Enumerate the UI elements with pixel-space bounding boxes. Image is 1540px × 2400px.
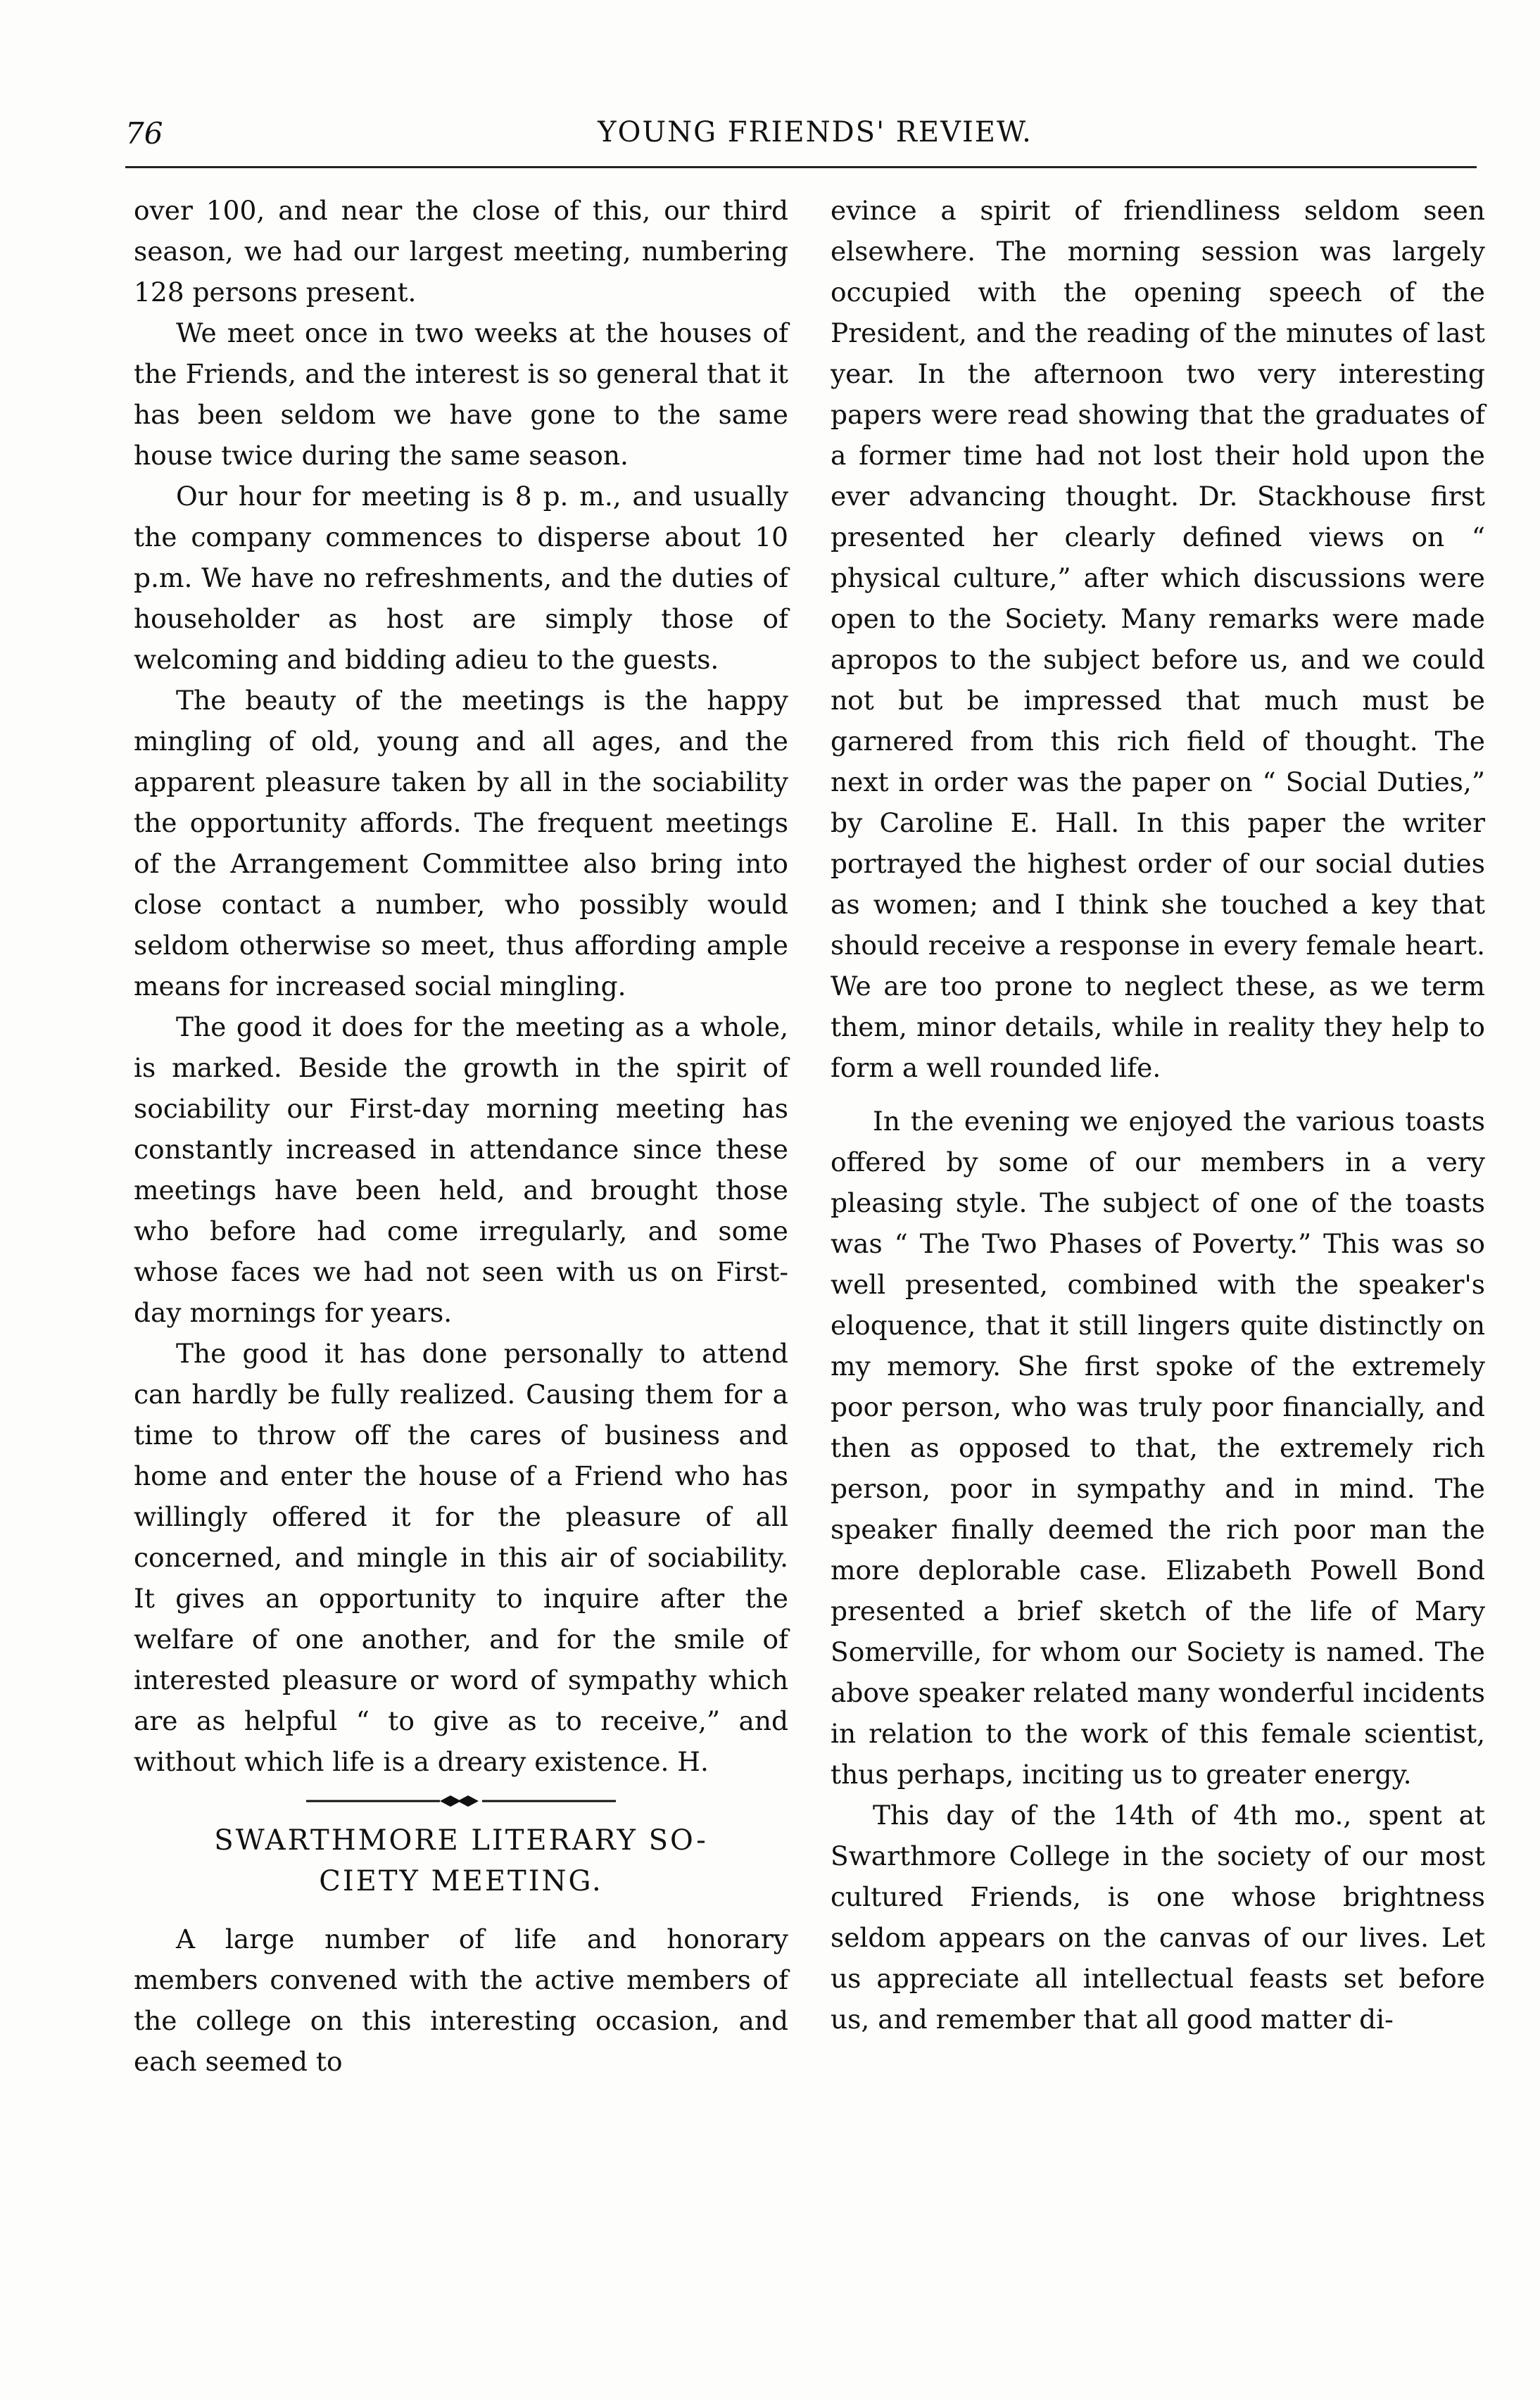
paragraph: Our hour for meeting is 8 p. m., and usually the company commences to disperse about 10 p.m. We have no refreshments, and the duties of householder as host are simply those of welcoming and bidding adieu to the guests. bbox=[134, 481, 788, 675]
page-number: 76 bbox=[125, 116, 163, 151]
journal-title: YOUNG FRIENDS' REVIEW. bbox=[598, 116, 1033, 149]
paragraph: The good it has done personally to attend can hardly be fully realized. Causing them for a time to throw off the cares of business and home and enter the house of a Friend who has willingly offered it for the pleasure of all concerned, and mingle in this air of sociability. It gives an opportunity to inquire after the welfare of one another, and for the smile of interested pleasure or word of sympathy which are as helpful “ to give as to receive,” and without which life is a dreary existence. H. bbox=[134, 1338, 788, 1777]
paragraph: We meet once in two weeks at the houses of the Friends, and the interest is so general that it has been seldom we have gone to the same house twice during the same season. bbox=[134, 317, 788, 471]
section-heading bbox=[134, 1820, 788, 1902]
paragraph: The beauty of the meetings is the happy mingling of old, young and all ages, and the apparent pleasure taken by all in the sociability the opportunity affords. The frequent meetings of the Arrangement Committee also bring into close contact a number, who possibly would seldom otherwise so meet, thus affording ample means for increased social mingling. bbox=[134, 685, 788, 1002]
header-rule bbox=[125, 166, 1477, 168]
paragraph: A large number of life and honorary members convened with the active members of the college on this interesting occasion, and each seemed to bbox=[134, 1924, 788, 2077]
ornamental-divider bbox=[278, 1789, 644, 1813]
paragraph: In the evening we enjoyed the various toasts offered by some of our members in a very pleasing style. The subject of one of the toasts was “ The Two Phases of Poverty.” This was so well presented, combined with the speaker's eloquence, that it still lingers quite distinctly on my memory. She first spoke of the extremely poor person, who was truly poor financially, and then as opposed to that, the extremely rich person, poor in sympathy and in mind. The speaker finally deemed the rich poor man the more deplorable case. Elizabeth Powell Bond presented a brief sketch of the life of Mary Somerville, for whom our Society is named. The above speaker related many wonderful incidents in relation to the work of this female scientist, thus perhaps, inciting us to greater energy. bbox=[831, 1106, 1485, 1790]
paragraph: The good it does for the meeting as a whole, is marked. Beside the growth in the spirit of sociability our First-day morning meeting has constantly increased in attendance since these meetings have been held, and brought those who before had come irregularly, and some whose faces we had not seen with us on First-day mornings for years. bbox=[134, 1011, 788, 1328]
paragraph: This day of the 14th of 4th mo., spent at Swarthmore College in the society of our most cultured Friends, is one whose brightness seldom appears on the canvas of our lives. Let us appreciate all intellectual feasts set before us, and remember that all good matter di- bbox=[831, 1800, 1485, 2035]
running-head bbox=[125, 116, 1477, 158]
paragraph: over 100, and near the close of this, our third season, we had our largest meeting, numbering 128 persons present. bbox=[134, 195, 788, 308]
paragraph: evince a spirit of friendliness seldom seen elsewhere. The morning session was largely occupied with the opening speech of the President, and the reading of the minutes of last year. In the afternoon two very interesting papers were read showing that the graduates of a former time had not lost their hold upon the ever advancing thought. Dr. Stackhouse first presented her clearly defined views on “ physical culture,” after which discussions were open to the Society. Many remarks were made apropos to the subject before us, and we could not but be impressed that much must be garnered from this rich field of thought. The next in order was the paper on “ Social Duties,” by Caroline E. Hall. In this paper the writer portrayed the highest order of our social duties as women; and I think she touched a key that should receive a response in every female heart. We are too prone to neglect these, as we term them, minor details, while in reality they help to form a well rounded life. bbox=[831, 195, 1485, 1083]
right-column bbox=[831, 190, 1485, 2040]
left-column bbox=[134, 190, 788, 2082]
section-heading-line: SWARTHMORE LITERARY SO- bbox=[214, 1824, 708, 1857]
section-heading-line: CIETY MEETING. bbox=[319, 1865, 603, 1897]
